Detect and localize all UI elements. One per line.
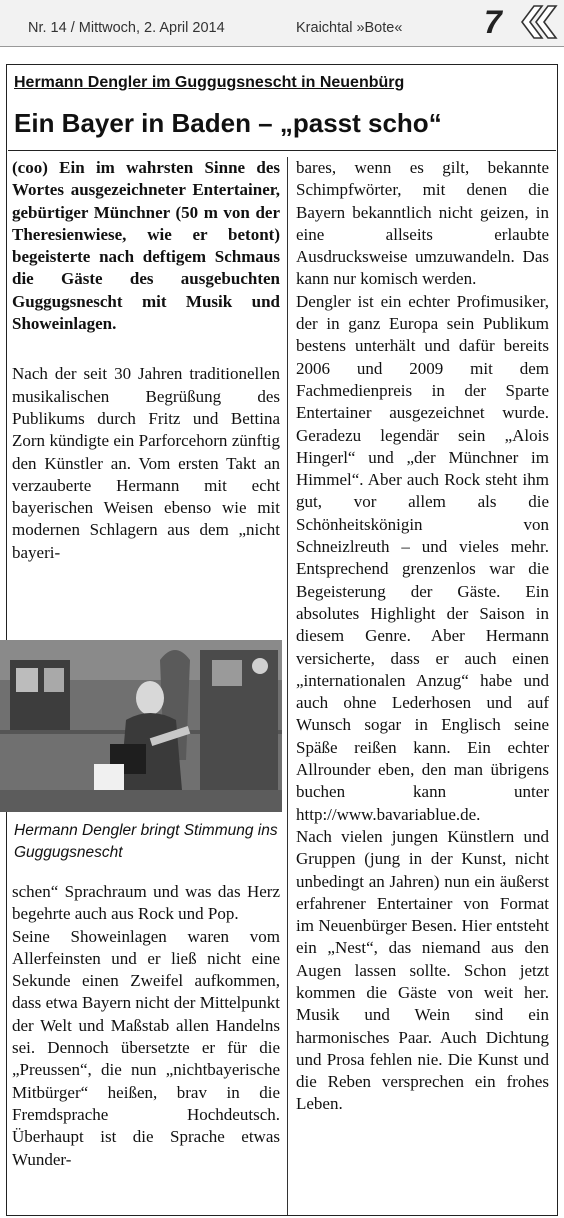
body-paragraph: Dengler ist ein echter Profimusiker, der in ganz Europa sein Publikum bestens unterhält und dafür bereits 2006 und 2009 mit dem Fachmedienpreis in der Sparte Entertainer ausgezeichnet wurde. Geradezu legendär sein „Alois Hingerl“ und „der Münchner im Himmel“. Aber auch Rock steht ihm gut, vor allem als die Schönheitskönigin von Schneizlreuth – und vieles mehr. Entsprechend grenzenlos war die Begeisterung der Gäste. Ein absolutes Highlight der Saison in diesem Genre. Aber Hermann versicherte, dass er auch einen „internationalen Anzug“ habe und auch ohne Lederhosen und auf Wunsch sogar in Englisch seine Späße reißen kann. Ein echter Allrounder eben, den man übrigens buchen kann unter http://www.bavariablue.de. — [296, 291, 549, 824]
paper-name: Kraichtal »Bote« — [296, 20, 403, 36]
body-paragraph: Nach der seit 30 Jahren traditionellen musikalischen Begrüßung des Publikums durch Fritz und Bettina Zorn kündigte ein Parforcehorn zünftig den Künstler an. Vom ersten Takt an verzauberte Hermann mit echt bayerischen Weisen ebenso wie mit modernen Schlagern aus dem „nicht bayeri- — [12, 364, 280, 562]
left-column-top — [12, 157, 280, 564]
body-paragraph: Seine Showeinlagen waren vom Allerfeinsten und er ließ nicht eine Sekunde einen Zweifel aufkommen, dass etwa Bayern nicht der Mittelpunkt der Welt und Maßstab allen Handelns sei. Dennoch übersetzte er für die „Preussen“, die nun „nichtbayerische Mitbürger“ heißen, brav in die Fremdsprache Hochdeutsch. Überhaupt ist die Sprache etwas Wunder- — [12, 926, 280, 1169]
body-paragraph: bares, wenn es gilt, bekannte Schimpfwörter, mit denen die Bayern bekanntlich nicht geizen, in eine allseits erlaubte Ausdrucksweise umzuwandeln. Das kann nur komisch werden. — [296, 158, 549, 289]
article-headline: Ein Bayer in Baden – „passt scho“ — [14, 108, 442, 138]
body-paragraph: schen“ Sprachraum und was das Herz begehrte auch aus Rock und Pop. — [12, 882, 280, 924]
page-header — [0, 0, 564, 47]
headline-rule — [8, 150, 556, 151]
double-chevron-left-icon — [512, 4, 560, 40]
page-number: 7 — [484, 4, 502, 40]
article-kicker: Hermann Dengler im Guggugsnescht in Neuenbürg — [14, 74, 405, 91]
photo-performer-image — [0, 640, 282, 812]
article-photo — [0, 640, 282, 812]
column-divider — [287, 157, 288, 1215]
issue-date: Nr. 14 / Mittwoch, 2. April 2014 — [28, 20, 225, 36]
right-column — [296, 157, 549, 1116]
left-column-bottom — [12, 881, 280, 1171]
photo-caption: Hermann Dengler bringt Stimmung ins Guggugsnescht — [14, 822, 278, 861]
body-paragraph: Nach vielen jungen Künstlern und Gruppen (jung in der Kunst, nicht unbedingt an Jahren) nun ein äußerst erfahrener Entertainer von Format im Neuenbürger Besen. Hier entsteht ein „Nest“, das niemand aus den Augen lassen sollte. Schon jetzt kommen die Gäste von weit her. Musik und Wein sind ein harmonisches Paar. Auch Dichtung und Prosa fehlen nie. Die Kunst und die Reben versprechen ein frohes Leben. — [296, 826, 549, 1114]
article-lead: (coo) Ein im wahrsten Sinne des Wortes ausgezeichneter Entertainer, gebürtiger Münchner (50 m von der Theresienwiese, wie er betont) begeisterte nach deftigem Schmaus die Gäste des ausgebuchten Guggugsnescht mit Musik und Showeinlagen. — [12, 158, 280, 334]
